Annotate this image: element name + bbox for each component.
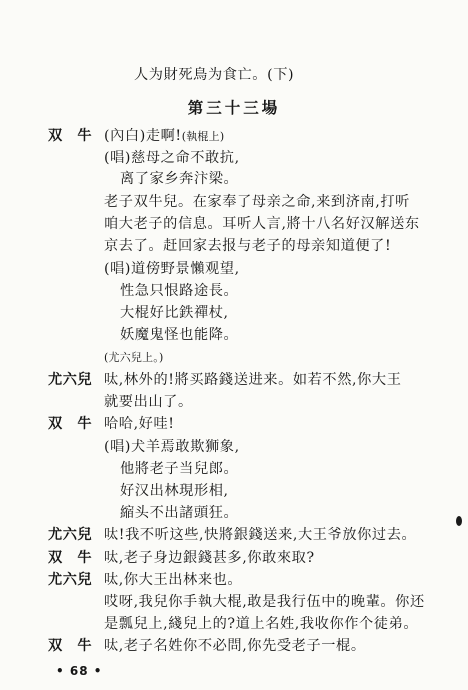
stage-direction: (尤六兒上。): [104, 351, 164, 364]
speaker-label: 尤六兒: [48, 372, 93, 388]
speaker-label: 双 牛: [48, 638, 93, 654]
dialogue-line: 老子双牛兒。在家奉了母亲之命,来到济南,打听: [104, 194, 410, 210]
stage-direction: (執棍上): [181, 130, 225, 143]
dialogue-line: 就要出山了。: [104, 394, 193, 410]
sung-line: 大棍好比鉄禪杖,: [120, 305, 229, 321]
sung-line: 縮头不出諸頭狂。: [120, 505, 239, 521]
dialogue-line: 是瓢兒上,綫兒上的?道上名姓,我收你作个徒弟。: [104, 616, 419, 632]
dialogue-line: 呔,老子名姓你不必問,你先受老子一棍。: [104, 638, 366, 654]
speaker-label: 双 牛: [48, 128, 93, 144]
sung-line: (唱)慈母之命不敢抗,: [104, 150, 240, 166]
sung-line: 他將老子当兒郎。: [120, 461, 239, 477]
previous-scene-closing-line: 人为財死鳥为食亡。(下): [134, 67, 295, 83]
sung-line: (唱)犬羊焉敢欺狮象,: [104, 439, 240, 455]
page-number: • 68 •: [56, 664, 103, 678]
speaker-label: 双 牛: [48, 416, 93, 432]
dialogue-line: 呔,老子身边銀錢甚多,你敢來取?: [104, 550, 315, 566]
sung-line: 妖魔鬼怪也能降。: [120, 327, 239, 343]
dialogue-text: (內白)走啊!: [104, 128, 182, 144]
dialogue-line: 呔,林外的!將买路錢送进来。如若不然,你大王: [104, 372, 402, 388]
dialogue-line: 京去了。赶回家去报与老子的母亲知道便了!: [104, 238, 392, 254]
sung-line: 离了家乡奔汴梁。: [120, 171, 239, 187]
binding-hole-mark: [456, 516, 462, 526]
dialogue-line: 哈哈,好哇!: [104, 416, 175, 432]
dialogue-line: 呔!我不听这些,快將銀錢送来,大王爷放你过去。: [104, 527, 417, 543]
sung-line: (唱)道傍野景懶观望,: [104, 261, 240, 277]
speaker-label: 尤六兒: [48, 572, 93, 588]
sung-line: 性急只恨路途長。: [120, 283, 239, 299]
dialogue-line: 咱大老子的信息。耳听人言,將十八名好汉解送东: [104, 216, 420, 232]
dialogue-line: 哎呀,我兒你手執大棍,敢是我行伍中的晚輩。你还: [104, 594, 425, 610]
scene-title: 第三十三場: [187, 98, 281, 117]
sung-line: 好汉出林現形相,: [120, 483, 229, 499]
dialogue-line: 呔,你大王出林来也。: [104, 572, 243, 588]
dialogue-line: [104, 127, 224, 146]
speaker-label: 双 牛: [48, 550, 93, 566]
speaker-label: 尤六兒: [48, 527, 93, 543]
